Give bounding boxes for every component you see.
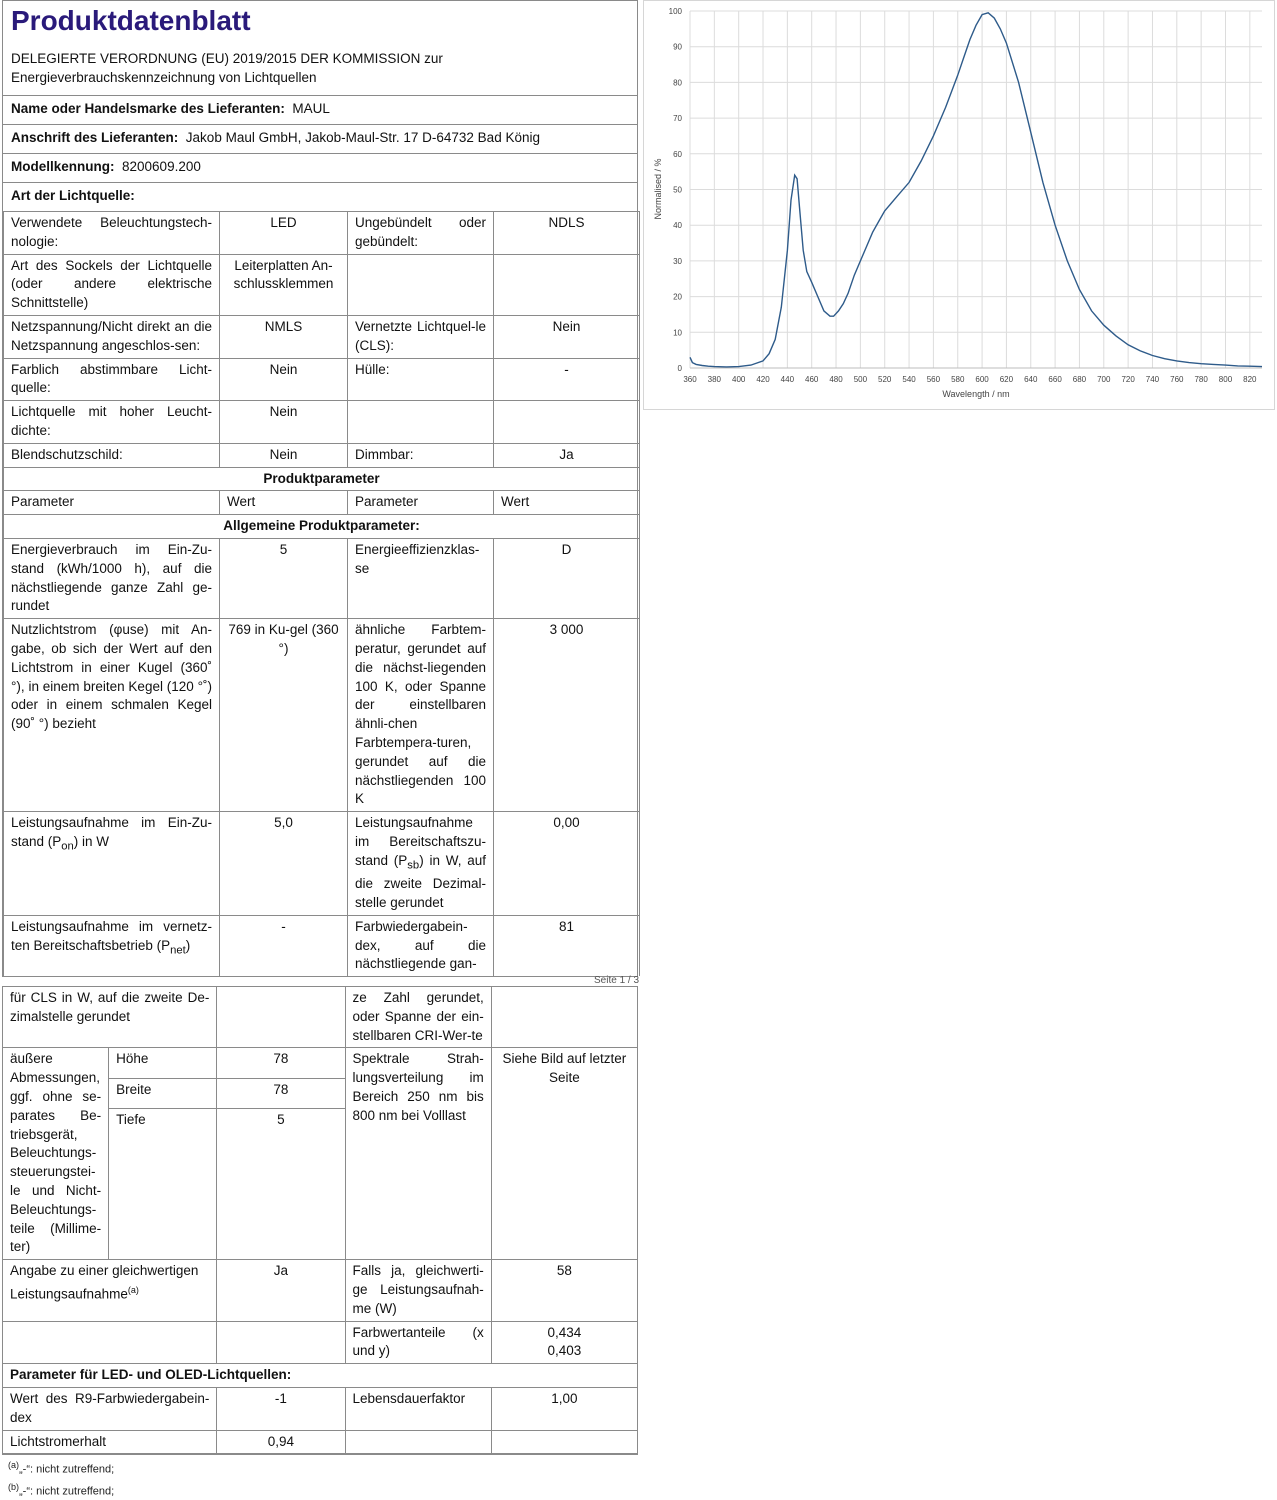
table-cell [491,987,637,1048]
table-row [3,987,638,1048]
x-tick-label: 560 [926,375,941,384]
table-row [4,515,640,539]
table-cell: Netzspannung/Nicht direkt an die Netzspannung angeschlos-sen: [4,315,220,358]
table-cell [348,401,494,444]
x-tick-label: 480 [829,375,843,384]
table-cell: Spektrale Strah-lungsverteilung im Bereich 250 nm bis 800 nm bei Volllast [345,1048,491,1260]
supplier-value: MAUL [292,101,330,116]
equiv-sup: (a) [127,1284,139,1295]
type-row [3,183,637,211]
x-tick-label: 720 [1121,375,1135,384]
table-cell: Energieverbrauch im Ein-Zu-stand (kWh/1000 h), auf die nächstliegende ganze Zahl ge-rundet [4,538,220,618]
column-header: Parameter [348,491,494,515]
y-tick-label: 70 [673,114,682,124]
spectral-distribution-chart [644,1,1274,409]
x-tick-label: 380 [707,375,722,384]
table-cell: Leiterplatten An-schlussklemmen [220,254,348,315]
table-cell: Nein [494,315,640,358]
psb-label: Leistungsaufnahme im Bereitschaftszu-stand (P [355,815,486,868]
model-row [3,154,637,183]
table-header-row [4,491,640,515]
table-cell: -1 [217,1387,345,1430]
y-tick-label: 100 [668,7,682,16]
psb-label-end: ) in W, auf die zweite Dezimal-stelle gerundet [355,852,486,910]
table-cell: - [494,358,640,401]
section-heading-led: Parameter für LED- und OLED-Lichtquellen: [3,1364,638,1388]
y-ticks [669,7,683,373]
x-axis-label: Wavelength / nm [942,389,1010,399]
x-tick-label: 360 [683,375,697,384]
table-cell [491,1430,637,1454]
table-cell: Ja [217,1260,345,1321]
table-cell [4,915,220,976]
table-cell: 78 [217,1078,345,1108]
table-cell: Energieeffizienzklas-se [348,538,494,618]
table-cell [494,254,640,315]
dimensions-label: äußere Abmessungen, ggf. ohne se-parates Be-triebsgerät, Beleuchtungs-steuerungstei-le und Nicht-Beleuchtungs-teile (Millime-ter) [3,1048,109,1260]
pon-sub: on [61,840,74,853]
table-row [3,1260,638,1321]
table-row [4,254,640,315]
table-row [3,1321,638,1364]
x-tick-label: 640 [1024,375,1038,384]
pnet-sub: net [170,944,186,957]
table-cell: NDLS [494,212,640,255]
table-cell: Tiefe [109,1109,217,1260]
column-header: Parameter [4,491,220,515]
x-tick-label: 700 [1097,375,1111,384]
table-row [3,1048,638,1078]
table-cell [3,1321,217,1364]
table-cell: Farbwiedergabein-dex, auf die nächstliegende gan- [348,915,494,976]
table-row [3,1430,638,1454]
table-cell [491,1321,637,1364]
table-cell: Art des Sockels der Lichtquelle (oder andere elektrische Schnittstelle) [4,254,220,315]
y-tick-label: 0 [677,364,682,373]
footnote-b-mark: (b) [8,1482,19,1492]
model-label: Modellkennung: [11,159,115,174]
datasheet-page-1 [2,0,638,977]
page-number: Seite 1 / 3 [594,975,640,986]
x-tick-label: 400 [732,375,746,384]
table-cell: Nein [220,443,348,467]
table-row [4,619,640,812]
parameter-table-continued [2,987,638,1454]
y-tick-label: 10 [673,328,682,338]
table-cell: 81 [494,915,640,976]
table-cell: 5 [220,538,348,618]
table-cell: LED [220,212,348,255]
table-cell: ze Zahl gerundet, oder Spanne der ein-stellbaren CRI-Wer-te [345,987,491,1048]
table-cell: für CLS in W, auf die zweite De-zimalstelle gerundet [3,987,217,1048]
x-tick-label: 740 [1145,375,1160,384]
table-cell: Ungebündelt oder gebündelt: [348,212,494,255]
x-tick-label: 440 [780,375,795,384]
y-tick-label: 80 [673,78,682,88]
table-cell: Vernetzte Lichtquel-le (CLS): [348,315,494,358]
x-tick-label: 540 [902,375,916,384]
x-tick-label: 500 [853,375,868,384]
table-row [3,1364,638,1388]
address-value: Jakob Maul GmbH, Jakob-Maul-Str. 17 D-64732 Bad König [185,130,540,145]
table-cell [494,401,640,444]
y-axis-label: Normalised / % [653,158,663,220]
table-cell: Farblich abstimmbare Licht-quelle: [4,358,220,401]
x-tick-label: 580 [951,375,965,384]
table-cell: 0,00 [494,812,640,916]
table-cell: Höhe [109,1048,217,1078]
column-header: Wert [494,491,640,515]
model-value: 8200609.200 [122,159,201,174]
table-row [4,212,640,255]
x-ticks [683,375,1257,384]
footnote-b-text: „-“: nicht zutreffend; [19,1485,115,1498]
table-cell [217,1321,345,1364]
pon-label-end: ) in W [73,833,110,849]
table-row [4,467,640,491]
table-row [4,915,640,976]
x-tick-label: 680 [1072,375,1087,384]
supplier-label: Name oder Handelsmarke des Lieferanten: [11,101,285,116]
xy-value-y: 0,403 [547,1343,582,1359]
table-cell: 5,0 [220,812,348,916]
table-cell: 58 [491,1260,637,1321]
x-tick-label: 600 [975,375,989,384]
x-tick-label: 460 [805,375,819,384]
table-cell: Hülle: [348,358,494,401]
x-tick-label: 760 [1170,375,1184,384]
y-tick-label: 30 [673,256,682,266]
table-cell: Verwendete Beleuchtungstech-nologie: [4,212,220,255]
pnet-label-end: ) [185,937,191,953]
section-heading-produktparameter: Produktparameter [4,467,640,491]
table-cell: - [220,915,348,976]
table-cell: Siehe Bild auf letzter Seite [491,1048,637,1260]
table-cell: Falls ja, gleichwerti-ge Leistungsaufnah-me (W) [345,1260,491,1321]
x-tick-label: 420 [756,375,770,384]
table-cell: 3 000 [494,619,640,812]
chart-grid [690,11,1262,368]
table-cell: Nutzlichtstrom (φuse) mit An-gabe, ob sich der Wert auf den Lichtstrom in einer Kugel (360˚ °), in einem breiten Kegel (120 °˚) oder in einem schmalen Kegel (90˚ °) bezieht [4,619,220,812]
x-tick-label: 520 [878,375,892,384]
footnote-b [8,1482,114,1498]
table-cell: Farbwertanteile (x und y) [345,1321,491,1364]
table-cell: ähnliche Farbtem-peratur, gerundet auf die nächst-liegenden 100 K, oder Spanne der einstellbaren ähnli-chen Farbtempera-turen, gerundet auf die nächstliegenden 100 K [348,619,494,812]
table-cell: Dimmbar: [348,443,494,467]
table-cell: NMLS [220,315,348,358]
table-cell: Lichtstromerhalt [3,1430,217,1454]
table-cell: Nein [220,401,348,444]
spectral-chart-panel [643,0,1275,410]
table-row [4,401,640,444]
table-cell: 769 in Ku-gel (360 °) [220,619,348,812]
table-cell [217,987,345,1048]
x-tick-label: 780 [1194,375,1208,384]
table-cell [4,812,220,916]
y-tick-label: 50 [673,185,682,195]
table-cell: Breite [109,1078,217,1108]
table-cell: 0,94 [217,1430,345,1454]
table-cell: Blendschutzschild: [4,443,220,467]
table-cell: 5 [217,1109,345,1260]
table-cell [348,812,494,916]
x-tick-label: 660 [1048,375,1062,384]
y-tick-label: 40 [673,221,682,231]
type-label: Art der Lichtquelle: [11,188,135,203]
pon-label: Leistungsaufnahme im Ein-Zu-stand (P [11,815,212,849]
table-cell: Lebensdauerfaktor [345,1387,491,1430]
table-cell: Lichtquelle mit hoher Leucht-dichte: [4,401,220,444]
x-tick-label: 820 [1243,375,1257,384]
table-row [4,443,640,467]
psb-sub: sb [407,859,420,872]
light-source-table [3,211,640,976]
section-heading-allgemein: Allgemeine Produktparameter: [4,515,640,539]
table-cell: 1,00 [491,1387,637,1430]
column-header: Wert [220,491,348,515]
table-cell [3,1260,217,1321]
y-tick-label: 90 [673,42,682,52]
x-tick-label: 620 [999,375,1014,384]
table-cell: D [494,538,640,618]
table-row [4,812,640,916]
table-cell: Wert des R9-Farbwiedergabein-dex [3,1387,217,1430]
address-row [3,125,637,154]
supplier-row [3,96,637,125]
table-cell: 78 [217,1048,345,1078]
y-tick-label: 60 [673,149,682,159]
equiv-label: Angabe zu einer gleichwertigen Leistungsaufnahme [10,1263,199,1302]
pnet-label: Leistungsaufnahme im vernetz-ten Bereitschaftsbetrieb (P [11,918,212,953]
footnote-a-text: „-“: nicht zutreffend; [19,1463,115,1476]
regulation-subtitle: DELEGIERTE VERORDNUNG (EU) 2019/2015 DER KOMMISSION zur Energieverbrauchskennzeichnung von Lichtquellen [3,39,637,96]
table-row [4,315,640,358]
table-cell [348,254,494,315]
footnote-a-mark: (a) [8,1460,19,1470]
table-row [3,1387,638,1430]
xy-value-x: 0,434 [547,1324,582,1340]
table-cell [345,1430,491,1454]
table-row [4,538,640,618]
x-tick-label: 800 [1218,375,1233,384]
table-row [4,358,640,401]
y-tick-label: 20 [673,292,682,302]
datasheet-page-2 [2,986,638,1455]
address-label: Anschrift des Lieferanten: [11,130,179,145]
page-title: Produktdatenblatt [11,5,251,36]
footnote-a [8,1460,114,1476]
table-cell: Nein [220,358,348,401]
table-cell: Ja [494,443,640,467]
